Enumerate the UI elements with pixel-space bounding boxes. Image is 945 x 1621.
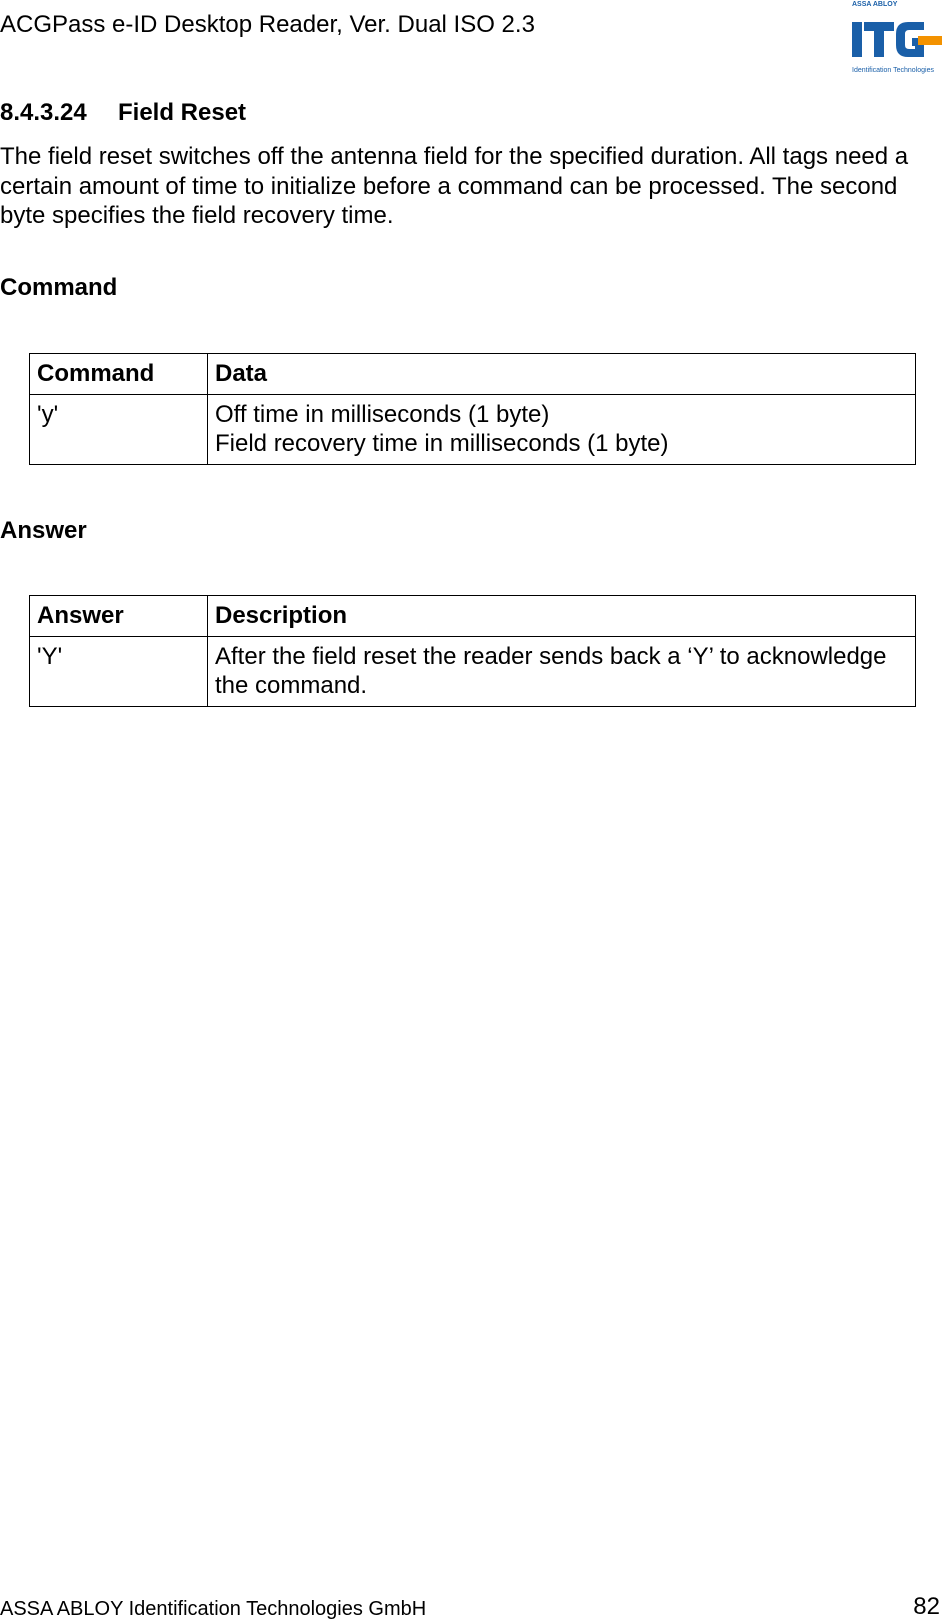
- column-header-command: Command: [30, 354, 208, 395]
- answer-heading: Answer: [0, 517, 87, 544]
- column-header-description: Description: [208, 596, 916, 637]
- table-header-row: [30, 596, 916, 637]
- document-header-title: ACGPass e-ID Desktop Reader, Ver. Dual ISO 2.3: [0, 11, 535, 38]
- section-heading: [0, 98, 246, 128]
- logo-sub-text: Identification Technologies: [852, 67, 934, 74]
- itg-logo: [852, 0, 942, 78]
- footer-company: ASSA ABLOY Identification Technologies GmbH: [0, 1598, 427, 1620]
- section-description: The field reset switches off the antenna field for the specified duration. All tags need a certain amount of time to initialize before a command can be processed. The second byte specifies the field recovery time.: [0, 143, 909, 229]
- command-table: [29, 353, 916, 465]
- table-header-row: [30, 354, 916, 395]
- description-cell: After the field reset the reader sends back a ‘Y’ to acknowledge the command.: [208, 637, 916, 707]
- section-number: 8.4.3.24: [0, 99, 87, 126]
- command-heading: Command: [0, 274, 118, 301]
- itg-logo-graphic: [852, 0, 942, 78]
- logo-letter-i: [852, 22, 862, 57]
- data-line-off-time: Off time in milliseconds (1 byte): [215, 401, 550, 428]
- page-number: 82: [913, 1593, 940, 1620]
- command-cell: 'y': [30, 395, 208, 465]
- answer-cell: 'Y': [30, 637, 208, 707]
- answer-table: [29, 595, 916, 707]
- column-header-data: Data: [208, 354, 916, 395]
- table-row: [30, 637, 916, 707]
- data-line-recovery-time: Field recovery time in milliseconds (1 byte): [215, 430, 669, 457]
- table-row: [30, 395, 916, 465]
- logo-top-text: ASSA ABLOY: [852, 1, 898, 8]
- column-header-answer: Answer: [30, 596, 208, 637]
- logo-letter-t-stem: [874, 22, 884, 57]
- section-title: Field Reset: [118, 99, 247, 126]
- logo-orange-bar: [918, 36, 942, 45]
- data-cell: [208, 395, 916, 465]
